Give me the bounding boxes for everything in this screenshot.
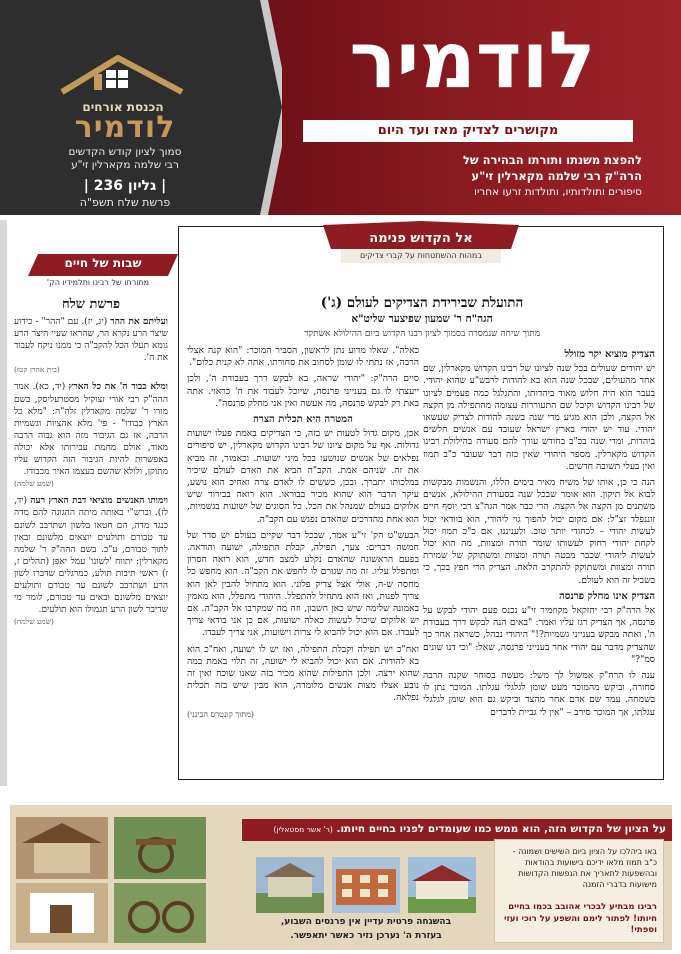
footer-quote-bar <box>242 819 672 841</box>
sidebar-banner-subtitle: מתורתו של רבינו ותלמידיו הק' <box>46 278 150 287</box>
sidebar-entry-source: (שמע שלמה) <box>14 479 54 489</box>
courtyard-photos <box>16 817 206 943</box>
footer-quote-source: (ר' אשר מסטאלין) <box>273 825 333 834</box>
sidebar-entry-verse: ועליתם את ההר <box>110 317 168 327</box>
logo-subtitle-2: רבי שלמה מקארלין זי"ע <box>71 159 179 171</box>
article-subheading: המטרה היא תכלית הצרה <box>253 414 353 426</box>
article-badge-title: אל הקדוש פנימה <box>369 231 473 246</box>
logo-caption-small: הכנסת אורחים <box>82 100 164 114</box>
article-source: מתוך שיחה שנמסרה בסמוך לציון רבנו הקדוש ביום ההילולא אשתקד <box>303 329 541 339</box>
article-column-right <box>423 345 655 723</box>
masthead-line-3: סיפורים ותולדותיו, ותולדות זרעו אחריו <box>474 186 642 198</box>
footer-caption-2: בעזרת ה' נערכן נזיר כאשר יתאפשר. <box>290 931 442 941</box>
sidebar-entry-source: (בית אהרן קטז) <box>14 365 60 375</box>
sidebar-entry-text: (יד, לז). וברש"י באותה מיתה ההגונה להם מדה כנגד מדה, הם חטאו בלשון ושתרבב לשונם עד טבורם ותולעים יוצאים מלשונם ובאין לתוך טבורם, ע"כ. בשם ההה"ק ר' שלמה מקארלין: יתווח 'לשונו' עמל יאפן (תהלים ז, ז) ראשי תיבות תולע, כמרגלים שדברו לשון הרע ושתרבב לשונם עד טבורם ותולעים יוצאים מלשונם ובאים עד טבורם, לומר מי שדיבר לשון הרע תגמולו הוא תולעים. <box>14 496 168 616</box>
footer-notice-text: באו ביהלכו על הציון ביום השישים ושמונה - כ"ב תמוז מלאו ידיכם בישועות בהודאות ובהשפעות לתאריך את הנפשות הקדושות מישועות בדברי הזמנה <box>512 847 657 889</box>
article-paragraph: הנה כי כן, אותו של משיח מאיר בימים הללו, והנשמות מבקשות לבוא אל תיקון. הוא אומר שבכל שנה בסעודת ההילולא, אנשים משתנים מן הקצה אל הקצה. הרי כבר אמר הגה"צ רבי יוסף חיים זוננפלד זצ"ל: אם מקום יכול להפוך גוי ליהודי, הוא בוודאי יכול לעשות יהודי – לכחודי יותר טוב. ולעניננו, אם כ"כ תמוז יכול לקחת יהודי רחוק לעשותו שומר תורה ומצוות, מה הוא יכול לעשות ליהודי שכבר מבטה תורה ומצוות ומשתוקק של שמירת תורה ומצוות ומשתוקק להתקרב הלאה. הצדיק הרי חפץ בכך, כי בשביל זה הוא לעולם. <box>423 477 655 586</box>
article-paragraph: יש יהודים שעולים בכל שנה לציונו של רבינו הקדוש מקארלין, שם אחד מהעולים, שבכל שנה הוא בא להודות לרבש"ע שהוא יהודי. בעבר הוא היה חלוש מאוד ביהדותו, והתגלגל כמה פעמים לציונו של רבינו הקדוש וקיבל שם התעוררות עצומה מהתפילה מן הקצה אל הקצה, ולכן הוא מגיע מדי שנה בשנה להודות לצדיק שעשאו יהודי. עוד יש יהודי בארץ ישראל שעובד עם אנשים חלשים ביהדות, ומדי שנה בכ"ב בחודש עורך להם סעודה בהילולת רבינו הקדוש מקארלין. מספר היהודי שאין כזה דבר שעובר כ"ב תמוז ואין בעלי תשובה חדשים. <box>423 363 655 472</box>
footer-quote-text: על הציון של הקדוש הזה, הוא ממש כמו שעומדים לפניו בחיים חיותו. <box>336 823 666 835</box>
article-paragraph: אכן, מקום גדול לטעות יש בזה, כי הצדיקים באמת פעלו ישועות גדולות. אף על מקום ציונו של רבינו הקדוש מקארלין, יש סיפורים נפלאים של אנשים שנושעו בכל מיני ישועות. וכאמור, זה מביא את זה. שניהם אמת. הקב"ה הביא את האדם לעולם שיכיר במלכותו יתברך. ובכן, כששים לו לאדם צרה ואחיכ הוא נושע, עיקר הדבר הוא שהוא מכיר בבוראו. הוא רואה בבירור שיש אלוקים בעולם שמנהל את הכל. כל הסוגים של ישועות בגשמיות, הוא אחת מהדרכים שהאדם נפגש עם הקב"ה. <box>187 428 419 525</box>
sidebar-entry-text: (יד, כא). אמר ההה"ק רבי אורי זצוקיל מסטרעליסק, בשם מורו ר' שלמה מקארלין זלה"ה: "מלא כל הארץ כבודו" - פי' מלא אהציות וגשמיות הרבה, אז גם הגיבור מזה הוא גבוה הרבה מאוד, אולם מחמת עבירותו אלא יכולה באפשרות להיות הגיבור הזה הקדוש עליו מתוקן, ולולא שהשם בעצמו האיר מכבודו. <box>14 382 168 478</box>
footer-notice-box <box>494 839 664 943</box>
article-paragraph: ואח"כ יש תפילה וקבלת התפילה, ואז יש לו ישועה, ואח"כ הוא בא להודות. אם הוא יכול להביא לי ישועה, זה תלוי באמת במה שהוא ירצה. ולכן התפילות שהוא מכיר בזה שאנו שוכח ואין זה נובע אצלו מצות אנשים מלומדה, הוא מבין שיש בזה תכלית נפלאה. <box>187 643 419 704</box>
left-margin-strip <box>0 220 7 786</box>
masthead-title: לודמיר <box>349 16 596 106</box>
article-subheading: הצדיק מוציא יקר מזולל <box>564 349 655 360</box>
article-paragraph: אל הרה"ק רבי יחזקאל מקוזמיר זי"ע נכנס פעם יהודי לבקש על פרנסה, אך הצדיק רגז עליו ואמר: "באים הנה לבקש דרך בעבודת ה', ואתה מבקש בענייני גשמיות?!" היהודי נבהל, כשראה אחר כך שהצדיק מדבר עם יהודי אחר בענייני פרנסה, שאל: "וכי דנו שונים סמ"?" <box>423 605 655 665</box>
article-column-left <box>187 345 419 721</box>
sidebar-entry-verse: וימותו האנשים מוציאי דבת הארץ רעה <box>30 496 168 507</box>
masthead-line-2: הרה"ק רבי שלמה מקארלין זי"ע <box>471 169 642 183</box>
sidebar-entry <box>14 381 168 478</box>
article-paragraph: ענה לו הרה"ק אמשול לך משל: מעשה בסוחר שקנה הרבה סחורה, וביקש מהמוכר מעט שומן לגלגלי עגלתו. המוכר נתן לו בשמחה. עמד שם אדם אחר מהצד וביקש גם הוא שומן לגלגלי עגלתו, אך המוכר סירב – "אין לי גביית לדברים <box>423 670 655 718</box>
article-subheading: הצדיק אינו מחלק פרנסה <box>559 590 655 602</box>
article-author: הגה"ח ר' שמעון שפיצער שליט"א <box>351 313 493 325</box>
article-paragraph: סיים הרה"ק: "יהודי שראה, בא לבקש דרך בעבודת ה', ולכן ייעצתי לו גם בענייני פרנסה, שיוכל לעבוד את ה' כראוי. אתה באת רק לבקש פרנסה, מה אעשה ואין אני מחלק פרנסה". <box>187 373 419 409</box>
header-chevron-divider <box>238 0 282 215</box>
masthead-slogan: מקושרים לצדיק מאז ועד היום <box>303 120 633 142</box>
article-badge-subtitle: במהות ההשתטחות על קברי צדיקים <box>360 251 482 260</box>
sidebar-body <box>14 316 168 633</box>
sidebar-column <box>8 226 174 780</box>
article-paragraph: כאלה". שאלו מדוע נתן לראשון, הסביר המוכר: "הוא קנה אצלי הרבה, אז נתתי לו שומן לסחוב את סחורתו. אתה לא קנית כלום". <box>187 345 419 369</box>
page-header <box>0 0 681 215</box>
sidebar-entry-verse: ומלא כבוד ה' את כל הארץ <box>68 382 168 393</box>
article-paragraph: הבעש"ט הק' זי"ע אמר, שבכל דבר שקיים בעולם יש סדר של חמשה דברים: צער, תפילה, קבלת התפילה, ישועה והודאה. בפעם הראשונה שהאדם נקלע למצב חדש, הוא רואה חסרון ומתפלל עליו. זה מה שגורם לו לחפש את הקב"ה. הוא מחפש כל מחסה ש-ה, אולי אצל צדיק פלוני. הוא מתחיל להבין לאן הוא צריך לפנות, ואז הוא מתחיל להתפלל. היהודי מתפלל, הוא מאמין באמונה שלימה שיש כאן חשבון, וזה מה שמקרבו אל הקב"ה. אם יש אלוקים שיכול לעשות כאלה ישועות, אם כן אני בודאי צריך לעבדו. אם הוא יכול להביא לי צרות וישועות, אני צריך לעבדו. <box>187 529 419 639</box>
guesthouse-photos <box>256 857 476 913</box>
sidebar-entry <box>14 495 168 616</box>
article-credit: (מתוך קונטרס הבינני) <box>187 709 255 719</box>
article-title: התועלת שבירידת הצדיקים לעולם (ג') <box>320 295 524 311</box>
masthead-line-1: להפצת משנתו ותורתו הבהירה של <box>462 153 642 167</box>
footer-banner <box>10 805 672 950</box>
logo-subtitle-1: סמוך לציון קודש הקדשים <box>68 146 182 158</box>
issue-number: | גליון 236 | <box>83 178 167 194</box>
sidebar-entry-source: (שמע שלמה) <box>14 617 54 627</box>
footer-quote <box>246 823 666 835</box>
sidebar-entry-text: (יג, יז). עם "ההר" - כידוע שיצר הרע נקרא הר, שהראו שעיי היצר הרע גומא תעלו הכל להקב"ה כי ממנו ניקח לעבוד את ה'. <box>14 317 168 364</box>
footer-notice-bold: רבינו מבתיע לבכרי אהובב בכמו בחיים חיותו! לפתור לימם והשפע על רוכי ועזי וספתי! <box>504 902 657 935</box>
sidebar-entry <box>14 316 168 364</box>
sidebar-heading: פרשת שלח <box>61 297 121 312</box>
sidebar-banner-title: שבות של חיים <box>64 256 142 270</box>
footer-caption-1: בהשגחה פרטית עדיין אין פרנסים השבוע, <box>280 917 452 927</box>
parsha-label: פרשת שלח תשפ"ה <box>79 196 171 209</box>
main-article <box>178 226 664 780</box>
logo-wordmark: לודמיר <box>74 110 176 145</box>
